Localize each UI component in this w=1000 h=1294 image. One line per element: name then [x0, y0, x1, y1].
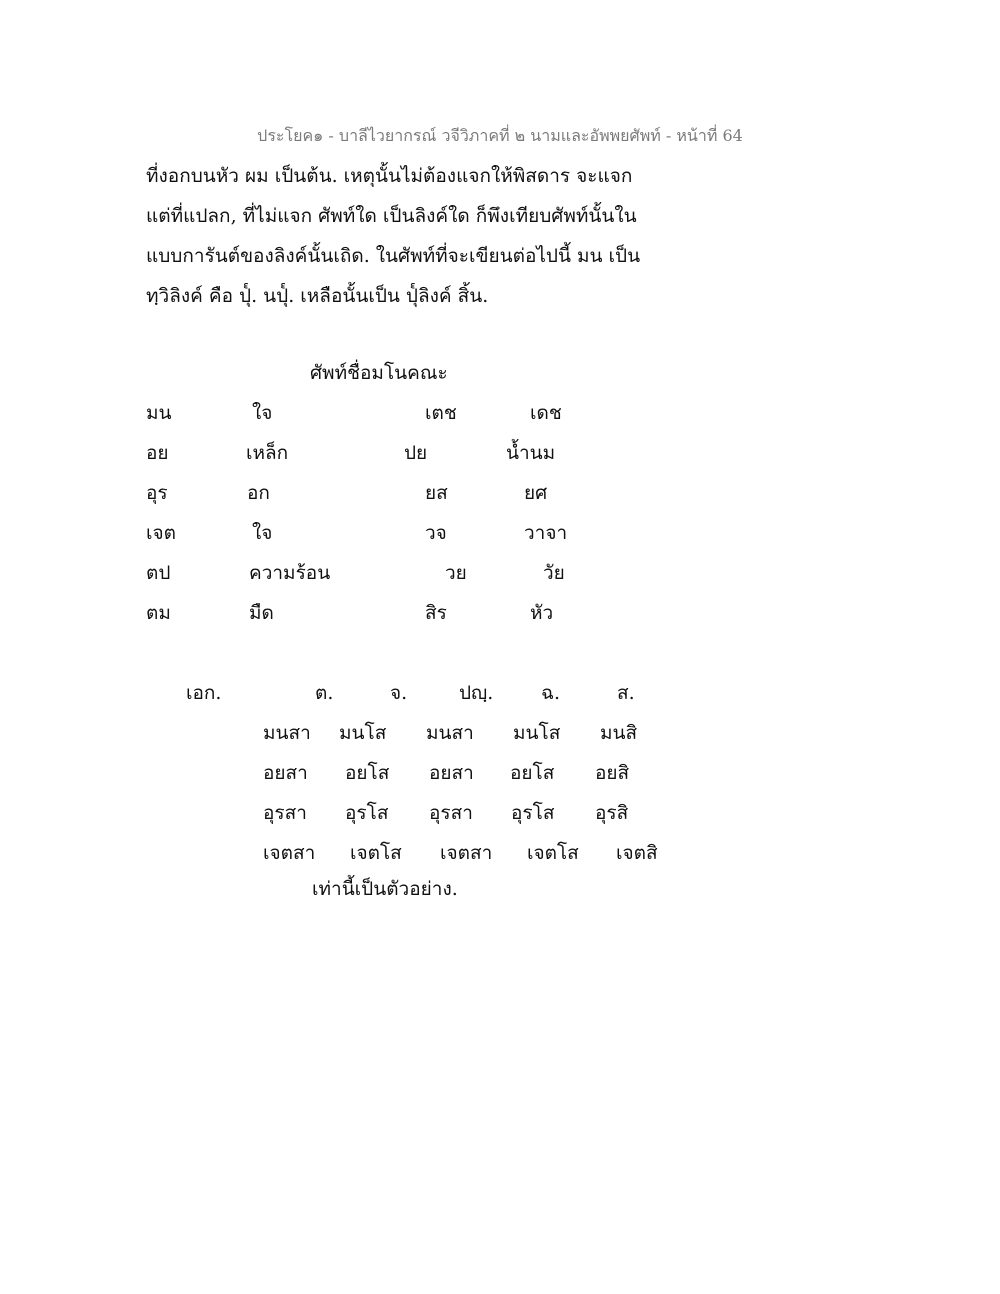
- vocab-meaning: น้ำนม: [506, 442, 556, 464]
- vocab-pali: สิร: [425, 602, 447, 624]
- case-header: ต.: [315, 682, 334, 704]
- paragraph-line: แต่ที่แปลก, ที่ไม่แจก ศัพท์ใด เป็นลิงค์ใด ก็พึงเทียบศัพท์นั้นใน: [146, 205, 637, 227]
- vocab-meaning: วาจา: [524, 522, 568, 544]
- declension-cell: เจตสิ: [616, 842, 658, 864]
- vocab-pali: อุร: [146, 482, 168, 504]
- declension-cell: อยโส: [345, 762, 390, 784]
- declension-cell: มนสา: [426, 722, 474, 744]
- declension-cell: มนโส: [339, 722, 387, 744]
- declension-cell: อยสา: [429, 762, 474, 784]
- body-paragraph: [146, 156, 706, 316]
- paragraph-line: ทฺวิลิงค์ คือ ปุ๎. นปุ๎. เหลือนั้นเป็น ปุ๎ลิงค์ สิ้น.: [146, 285, 489, 307]
- declension-cell: อุรโส: [511, 802, 555, 824]
- declension-cell: มนสิ: [600, 722, 638, 744]
- case-header: ฉ.: [541, 682, 560, 704]
- vocab-pali: เจต: [146, 522, 176, 544]
- vocab-pali: อย: [146, 442, 169, 464]
- vocab-meaning: อก: [247, 482, 270, 504]
- case-header: จ.: [390, 682, 408, 704]
- paragraph-line: แบบการันต์ของลิงค์นั้นเถิด. ในศัพท์ที่จะเขียนต่อไปนี้ มน เป็น: [146, 245, 641, 267]
- declension-cell: อุรโส: [345, 802, 389, 824]
- vocab-meaning: หัว: [530, 602, 554, 624]
- declension-cell: เจตโส: [350, 842, 402, 864]
- declension-cell: มนโส: [513, 722, 561, 744]
- vocab-meaning: เหล็ก: [246, 442, 289, 464]
- vocab-pali: เตช: [425, 402, 457, 424]
- paragraph-line: ที่งอกบนหัว ผม เป็นต้น. เหตุนั้นไม่ต้องแจกให้พิสดาร จะแจก: [146, 165, 633, 187]
- vocab-pali: ตป: [146, 562, 171, 584]
- declension-cell: เจตโส: [527, 842, 579, 864]
- declension-cell: อยสา: [263, 762, 308, 784]
- vocab-meaning: วัย: [543, 562, 565, 584]
- declension-cell: อุรสิ: [595, 802, 629, 824]
- vocab-meaning: ใจ: [252, 522, 273, 544]
- vocab-pali: ปย: [404, 442, 428, 464]
- closing-line: เท่านี้เป็นตัวอย่าง.: [312, 878, 458, 900]
- case-header: เอก.: [186, 682, 222, 704]
- vocab-meaning: ใจ: [252, 402, 273, 424]
- section-title: ศัพท์ชื่อมโนคณะ: [310, 362, 448, 384]
- vocab-pali: วย: [445, 562, 467, 584]
- declension-cell: อุรสา: [429, 802, 473, 824]
- declension-cell: เจตสา: [440, 842, 493, 864]
- declension-cell: อยสิ: [595, 762, 630, 784]
- vocab-pali: วจ: [425, 522, 447, 544]
- vocab-pali: ตม: [146, 602, 171, 624]
- declension-cell: เจตสา: [263, 842, 316, 864]
- case-header: ส.: [617, 682, 635, 704]
- page-header: ประโยค๑ - บาลีไวยากรณ์ วจีวิภาคที่ ๒ นามและอัพพยศัพท์ - หน้าที่ 64: [257, 126, 743, 145]
- declension-cell: อุรสา: [263, 802, 307, 824]
- vocab-meaning: ความร้อน: [249, 562, 331, 584]
- vocab-pali: ยส: [425, 482, 448, 504]
- vocab-pali: มน: [146, 402, 172, 424]
- vocab-meaning: มืด: [249, 602, 274, 624]
- declension-cell: มนสา: [263, 722, 311, 744]
- vocab-meaning: ยศ: [524, 482, 548, 504]
- case-header: ปญฺ.: [459, 682, 494, 704]
- declension-cell: อยโส: [510, 762, 555, 784]
- vocab-meaning: เดช: [530, 402, 562, 424]
